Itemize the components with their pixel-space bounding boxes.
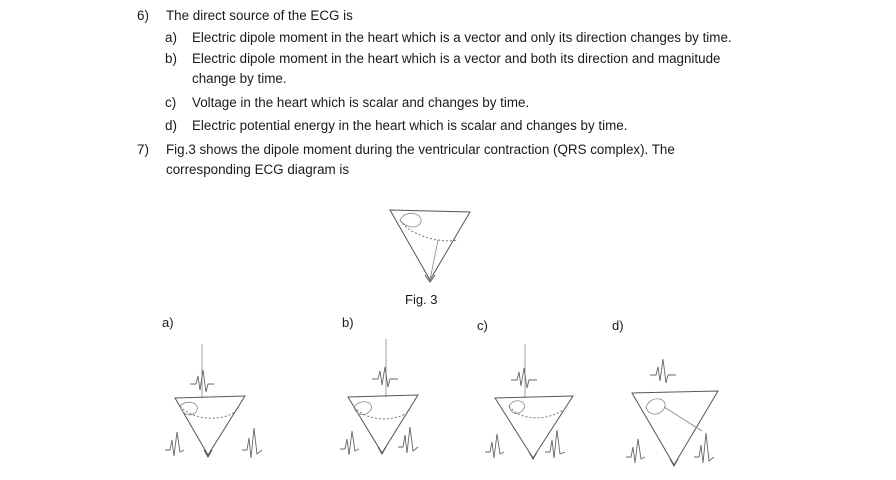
q6-stem: The direct source of the ECG is bbox=[166, 8, 353, 23]
q6-number: 6) bbox=[137, 8, 149, 23]
choice-c-triangle bbox=[495, 396, 573, 458]
q6-option-b-letter: b) bbox=[165, 51, 177, 66]
choice-c-label[interactable]: c) bbox=[477, 318, 488, 333]
choice-a-label[interactable]: a) bbox=[162, 315, 174, 330]
choice-d-label[interactable]: d) bbox=[612, 318, 624, 333]
choice-a-triangle bbox=[175, 396, 245, 455]
q6-option-c-text: Voltage in the heart which is scalar and changes by time. bbox=[192, 95, 530, 110]
q7-stem-line1: Fig.3 shows the dipole moment during the ventricular contraction (QRS complex). The bbox=[166, 142, 675, 157]
fig3-loop-dash bbox=[400, 220, 458, 241]
q6-option-c-letter: c) bbox=[165, 95, 177, 110]
choice-b-ecg-diagram[interactable] bbox=[330, 335, 450, 465]
choice-c-ecg-diagram[interactable] bbox=[475, 340, 595, 470]
fig3-dipole-diagram bbox=[378, 200, 488, 295]
choice-d-triangle bbox=[632, 391, 718, 465]
q7-stem-line2: corresponding ECG diagram is bbox=[166, 162, 350, 177]
fig3-triangle bbox=[390, 210, 470, 280]
q6-option-d-text: Electric potential energy in the heart which is scalar and changes by time. bbox=[192, 118, 628, 133]
q6-option-b-text-cont: change by time. bbox=[192, 71, 287, 86]
choice-a-ecg-diagram[interactable] bbox=[150, 340, 280, 470]
q7-number: 7) bbox=[137, 142, 149, 157]
choice-d-ecg-diagram[interactable] bbox=[610, 345, 740, 475]
q6-option-a-letter: a) bbox=[165, 30, 177, 45]
choice-b-label[interactable]: b) bbox=[342, 315, 354, 330]
fig3-caption: Fig. 3 bbox=[405, 292, 438, 307]
choice-b-triangle bbox=[348, 395, 418, 453]
q6-option-a-text: Electric dipole moment in the heart which is a vector and only its direction changes by time. bbox=[192, 30, 732, 45]
q6-option-b-text: Electric dipole moment in the heart which is a vector and both its direction and magnitude bbox=[192, 51, 721, 66]
q6-option-d-letter: d) bbox=[165, 118, 177, 133]
